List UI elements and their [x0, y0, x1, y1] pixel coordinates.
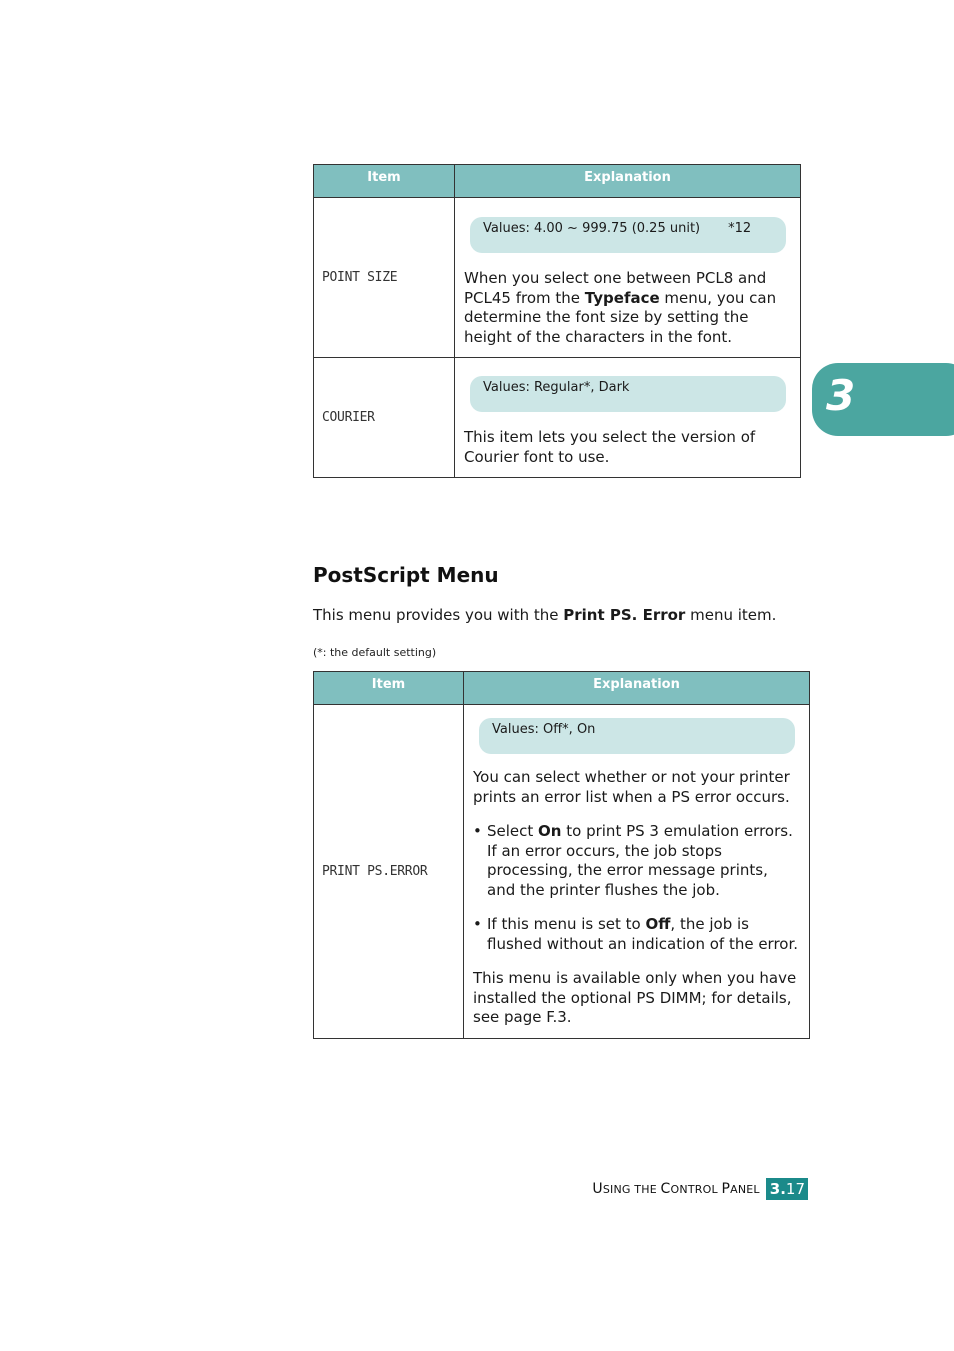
explanation-text: This item lets you select the version of Courier font to use.	[464, 428, 756, 466]
page-footer	[592, 1178, 808, 1200]
settings-table-1	[313, 164, 801, 478]
footer-title: USING THE CONTROL PANEL	[592, 1181, 760, 1197]
bold-term: On	[538, 822, 562, 840]
bold-term: Off	[645, 915, 671, 933]
bold-term: Typeface	[584, 288, 660, 307]
page-number: 3. 17	[766, 1178, 808, 1200]
table-row	[314, 198, 801, 358]
column-header-explanation: Explanation	[455, 165, 801, 198]
bullet-item	[473, 822, 800, 900]
explanation-text: When you select one between PCL8 and PCL45 from the Typeface menu, you can determine the font size by setting the height of the characters in the font.	[464, 269, 777, 346]
values-text: Values: Off*, On	[492, 722, 596, 737]
bold-term: Print PS. Error	[563, 606, 686, 624]
column-header-explanation: Explanation	[464, 672, 810, 705]
explanation-cell	[455, 358, 801, 478]
column-header-item: Item	[314, 672, 464, 705]
table-row	[314, 705, 810, 1039]
bullet-item	[473, 915, 800, 954]
bullet-text: If this menu is set to Off, the job is flushed without an indication of the error.	[487, 915, 799, 953]
default-value: *12	[728, 221, 752, 236]
values-text: Values: Regular*, Dark	[483, 380, 630, 395]
values-box	[470, 376, 786, 412]
item-print-ps-error: PRINT PS.ERROR	[314, 705, 464, 1039]
values-box	[470, 217, 786, 253]
explanation-closing: This menu is available only when you have installed the optional PS DIMM; for details, see page F.3.	[473, 969, 797, 1026]
settings-table-2	[313, 671, 810, 1039]
section-intro: This menu provides you with the Print PS. Error menu item.	[313, 606, 777, 624]
bullet-icon: •	[473, 915, 482, 933]
bullet-text: Select On to print PS 3 emulation errors. If an error occurs, the job stops processing, the error message prints, and the printer flushes the job.	[487, 822, 793, 899]
default-note: (*: the default setting)	[313, 646, 437, 659]
values-box	[479, 718, 795, 754]
section-heading: PostScript Menu	[313, 563, 499, 587]
chapter-number: 3	[826, 371, 856, 420]
explanation-cell	[464, 705, 810, 1039]
explanation-cell	[455, 198, 801, 358]
chapter-tab	[812, 363, 954, 436]
table-row	[314, 358, 801, 478]
values-text: Values: 4.00 ~ 999.75 (0.25 unit)	[483, 221, 701, 236]
column-header-item: Item	[314, 165, 455, 198]
bullet-icon: •	[473, 822, 482, 840]
item-point-size: POINT SIZE	[314, 198, 455, 358]
explanation-text: You can select whether or not your printer prints an error list when a PS error occurs.	[473, 768, 790, 806]
item-courier: COURIER	[314, 358, 455, 478]
